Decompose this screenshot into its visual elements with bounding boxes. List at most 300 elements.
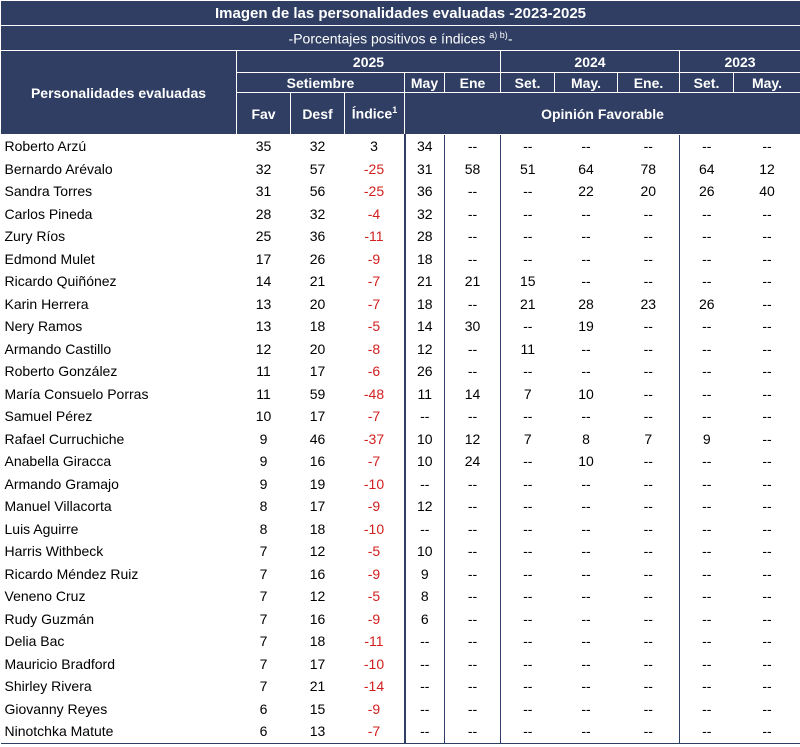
cell-set-2024: -- bbox=[501, 495, 555, 518]
cell-may-2023: -- bbox=[762, 655, 772, 672]
cell-set-2023: -- bbox=[680, 720, 734, 743]
cell-may-2024: 8 bbox=[582, 430, 590, 447]
cell-may-2024: 22 bbox=[578, 183, 594, 200]
cell-desf: 32 bbox=[309, 205, 326, 222]
header-may-2024: May. bbox=[555, 73, 618, 93]
cell-may-2024: 10 bbox=[578, 453, 594, 470]
cell-desf: 12 bbox=[309, 543, 326, 560]
cell-may-2025: 18 bbox=[405, 248, 445, 271]
cell-may-2024: -- bbox=[581, 498, 591, 515]
cell-may-2025: -- bbox=[405, 518, 445, 541]
cell-may-2024: -- bbox=[581, 250, 591, 267]
cell-name: Sandra Torres bbox=[4, 183, 93, 200]
cell-ene-2025: -- bbox=[445, 225, 501, 248]
cell-set-2023: -- bbox=[680, 248, 734, 271]
cell-name: Ninotchka Matute bbox=[1, 720, 237, 743]
cell-ene-2024: 78 bbox=[640, 160, 657, 177]
cell-may-2025: 9 bbox=[405, 563, 445, 586]
cell-name: Roberto González bbox=[4, 363, 118, 380]
cell-name: Anabella Giracca bbox=[4, 453, 112, 470]
cell-set-2024: -- bbox=[501, 540, 555, 563]
cell-fav: 13 bbox=[255, 318, 272, 335]
table-row bbox=[1, 428, 800, 451]
cell-ene-2024: -- bbox=[643, 340, 653, 357]
cell-fav: 32 bbox=[255, 160, 272, 177]
cell-may-2023: -- bbox=[734, 720, 800, 743]
cell-desf: 17 bbox=[309, 498, 326, 515]
cell-fav: 7 bbox=[259, 655, 268, 672]
header-year-2024: 2024 bbox=[501, 51, 680, 73]
cell-may-2025: -- bbox=[405, 698, 445, 721]
cell-may-2023: -- bbox=[762, 430, 772, 447]
header-setiembre: Setiembre bbox=[237, 73, 405, 93]
cell-may-2024: -- bbox=[581, 633, 591, 650]
cell-ene-2024: -- bbox=[643, 588, 653, 605]
cell-set-2023: -- bbox=[680, 630, 734, 653]
cell-set-2023: -- bbox=[680, 540, 734, 563]
cell-name: Carlos Pineda bbox=[4, 205, 93, 222]
cell-desf: 46 bbox=[309, 430, 326, 447]
cell-ene-2024: -- bbox=[643, 228, 653, 245]
cell-may-2024: 19 bbox=[578, 318, 594, 335]
cell-indice: -5 bbox=[367, 588, 381, 605]
cell-indice: -5 bbox=[367, 318, 381, 335]
cell-may-2024: -- bbox=[581, 408, 591, 425]
cell-may-2024: -- bbox=[581, 700, 591, 717]
cell-may-2023: -- bbox=[762, 633, 772, 650]
cell-ene-2025: -- bbox=[445, 518, 501, 541]
cell-may-2025: 12 bbox=[405, 495, 445, 518]
cell-fav: 6 bbox=[237, 720, 291, 743]
cell-may-2025: 10 bbox=[405, 450, 445, 473]
header-set-2024: Set. bbox=[501, 73, 555, 93]
cell-may-2023: -- bbox=[762, 340, 772, 357]
cell-name: Giovanny Reyes bbox=[4, 700, 108, 717]
cell-set-2024: -- bbox=[501, 180, 555, 203]
cell-set-2023: -- bbox=[680, 225, 734, 248]
cell-set-2023: -- bbox=[680, 203, 734, 226]
cell-may-2025: -- bbox=[405, 675, 445, 698]
table-row bbox=[1, 135, 800, 158]
cell-ene-2024: -- bbox=[643, 250, 653, 267]
cell-ene-2025: -- bbox=[445, 698, 501, 721]
cell-indice: 3 bbox=[370, 138, 378, 155]
cell-set-2024: 51 bbox=[501, 158, 555, 181]
cell-desf: 17 bbox=[309, 655, 326, 672]
cell-ene-2024: -- bbox=[643, 205, 653, 222]
cell-set-2023: -- bbox=[680, 383, 734, 406]
cell-may-2023: -- bbox=[762, 295, 772, 312]
cell-may-2024: -- bbox=[581, 655, 591, 672]
cell-ene-2024: -- bbox=[643, 520, 653, 537]
cell-ene-2024: -- bbox=[643, 475, 653, 492]
cell-ene-2025: -- bbox=[445, 405, 501, 428]
cell-set-2024: 21 bbox=[501, 293, 555, 316]
cell-name: Rafael Curruchiche bbox=[4, 430, 125, 447]
cell-set-2024: 7 bbox=[501, 383, 555, 406]
cell-may-2025: -- bbox=[405, 405, 445, 428]
cell-name: Karin Herrera bbox=[4, 295, 89, 312]
cell-indice: -9 bbox=[367, 498, 381, 515]
cell-ene-2025: -- bbox=[445, 720, 501, 743]
cell-ene-2024: -- bbox=[643, 385, 653, 402]
cell-ene-2025: -- bbox=[445, 203, 501, 226]
cell-ene-2024: -- bbox=[643, 363, 653, 380]
cell-name: Armando Gramajo bbox=[4, 475, 119, 492]
cell-set-2023: -- bbox=[680, 135, 734, 158]
cell-desf: 20 bbox=[309, 295, 326, 312]
cell-ene-2025: -- bbox=[445, 495, 501, 518]
cell-may-2024: -- bbox=[581, 543, 591, 560]
cell-may-2023: -- bbox=[762, 385, 772, 402]
cell-name: Roberto Arzú bbox=[4, 138, 87, 155]
cell-fav: 12 bbox=[255, 340, 272, 357]
cell-ene-2025: -- bbox=[445, 180, 501, 203]
cell-set-2023: -- bbox=[680, 405, 734, 428]
cell-ene-2025: -- bbox=[445, 563, 501, 586]
cell-indice: -6 bbox=[367, 363, 381, 380]
table-row bbox=[1, 720, 800, 743]
cell-set-2023: -- bbox=[680, 270, 734, 293]
cell-ene-2025: -- bbox=[445, 675, 501, 698]
cell-name: María Consuelo Porras bbox=[4, 385, 149, 402]
cell-ene-2024: 7 bbox=[644, 430, 653, 447]
cell-name: Ricardo Quiñónez bbox=[4, 273, 117, 290]
cell-desf: 36 bbox=[309, 228, 326, 245]
table-row bbox=[1, 450, 800, 473]
cell-may-2025: 8 bbox=[405, 585, 445, 608]
header-personalidades: Personalidades evaluadas bbox=[1, 51, 237, 135]
cell-fav: 8 bbox=[259, 520, 268, 537]
cell-may-2023: -- bbox=[762, 408, 772, 425]
cell-may-2024: -- bbox=[581, 138, 591, 155]
cell-desf: 16 bbox=[309, 565, 326, 582]
cell-fav: 11 bbox=[256, 363, 271, 380]
cell-ene-2025: -- bbox=[445, 630, 501, 653]
cell-fav: 31 bbox=[255, 183, 272, 200]
header-set-2023: Set. bbox=[680, 73, 734, 93]
cell-desf: 18 bbox=[309, 520, 326, 537]
cell-set-2024: -- bbox=[501, 248, 555, 271]
cell-set-2023: -- bbox=[680, 675, 734, 698]
cell-set-2023: -- bbox=[680, 585, 734, 608]
cell-may-2023: -- bbox=[762, 678, 772, 695]
cell-ene-2024: 23 bbox=[640, 295, 657, 312]
cell-may-2025: 12 bbox=[405, 338, 445, 361]
cell-may-2024: -- bbox=[555, 720, 618, 743]
cell-ene-2025: -- bbox=[445, 585, 501, 608]
table-row bbox=[1, 540, 800, 563]
cell-may-2023: -- bbox=[762, 250, 772, 267]
header-fav: Fav bbox=[237, 93, 291, 135]
cell-indice: -10 bbox=[363, 520, 385, 537]
cell-may-2023: -- bbox=[762, 363, 772, 380]
cell-may-2023: 40 bbox=[759, 183, 775, 200]
cell-may-2023: -- bbox=[762, 475, 772, 492]
cell-desf: 13 bbox=[291, 720, 345, 743]
cell-desf: 56 bbox=[309, 183, 326, 200]
cell-fav: 25 bbox=[255, 228, 272, 245]
cell-ene-2024: 20 bbox=[640, 183, 657, 200]
cell-fav: 17 bbox=[255, 250, 272, 267]
cell-set-2024: -- bbox=[501, 405, 555, 428]
cell-may-2024: -- bbox=[581, 610, 591, 627]
cell-may-2024: -- bbox=[581, 475, 591, 492]
cell-may-2024: -- bbox=[581, 565, 591, 582]
cell-set-2023: -- bbox=[680, 563, 734, 586]
cell-ene-2024: -- bbox=[643, 408, 653, 425]
cell-may-2023: -- bbox=[762, 520, 772, 537]
cell-ene-2024: -- bbox=[643, 700, 653, 717]
cell-fav: 28 bbox=[255, 205, 272, 222]
cell-ene-2025: -- bbox=[445, 360, 501, 383]
cell-set-2024: -- bbox=[501, 563, 555, 586]
header-may-2025: May bbox=[405, 73, 445, 93]
cell-set-2023: -- bbox=[680, 338, 734, 361]
cell-may-2023: -- bbox=[762, 228, 772, 245]
cell-may-2024: -- bbox=[581, 273, 591, 290]
header-indice: Índice$^1$ bbox=[345, 93, 405, 135]
cell-ene-2024: -- bbox=[643, 565, 653, 582]
cell-set-2023: -- bbox=[680, 653, 734, 676]
table-row bbox=[1, 563, 800, 586]
table-row bbox=[1, 473, 800, 496]
cell-may-2023: -- bbox=[762, 610, 772, 627]
cell-set-2024: -- bbox=[501, 720, 555, 743]
table-row bbox=[1, 608, 800, 631]
cell-may-2025: 28 bbox=[405, 225, 445, 248]
cell-name: Luis Aguirre bbox=[4, 520, 79, 537]
cell-ene-2025: -- bbox=[445, 338, 501, 361]
cell-name: Rudy Guzmán bbox=[4, 610, 94, 627]
cell-desf: 17 bbox=[309, 363, 326, 380]
cell-name: Shirley Rivera bbox=[4, 678, 92, 695]
table-row bbox=[1, 518, 800, 541]
cell-set-2024: -- bbox=[501, 225, 555, 248]
cell-ene-2024: -- bbox=[618, 720, 680, 743]
cell-indice: -11 bbox=[364, 633, 384, 650]
cell-may-2024: -- bbox=[581, 340, 591, 357]
header-may-2023: May. bbox=[734, 73, 800, 93]
cell-ene-2024: -- bbox=[643, 138, 653, 155]
header-ene-2025: Ene bbox=[445, 73, 501, 93]
cell-fav: 8 bbox=[259, 498, 268, 515]
cell-fav: 9 bbox=[259, 453, 268, 470]
cell-desf: 17 bbox=[309, 408, 326, 425]
cell-set-2024: -- bbox=[501, 653, 555, 676]
header-year-2025: 2025 bbox=[237, 51, 501, 73]
cell-set-2023: -- bbox=[680, 315, 734, 338]
cell-name: Harris Withbeck bbox=[4, 543, 104, 560]
cell-ene-2024: -- bbox=[643, 498, 653, 515]
table-row bbox=[1, 495, 800, 518]
cell-set-2023: -- bbox=[680, 518, 734, 541]
cell-indice: -7 bbox=[345, 720, 405, 743]
table-row bbox=[1, 630, 800, 653]
cell-may-2024: 10 bbox=[578, 385, 594, 402]
cell-may-2023: -- bbox=[762, 588, 772, 605]
cell-ene-2025: 30 bbox=[445, 315, 501, 338]
cell-desf: 21 bbox=[309, 678, 326, 695]
cell-ene-2025: -- bbox=[445, 135, 501, 158]
cell-desf: 15 bbox=[309, 700, 326, 717]
cell-fav: 13 bbox=[255, 295, 272, 312]
cell-indice: -7 bbox=[367, 295, 381, 312]
cell-may-2025: -- bbox=[405, 630, 445, 653]
table-row bbox=[1, 698, 800, 721]
cell-set-2023: 26 bbox=[680, 180, 734, 203]
cell-ene-2025: 14 bbox=[445, 383, 501, 406]
header-ene-2024: Ene. bbox=[618, 73, 680, 93]
cell-set-2024: 15 bbox=[501, 270, 555, 293]
cell-ene-2024: -- bbox=[643, 453, 653, 470]
cell-ene-2025: -- bbox=[445, 293, 501, 316]
table-row bbox=[1, 315, 800, 338]
cell-may-2023: -- bbox=[762, 498, 772, 515]
cell-indice: -48 bbox=[363, 385, 385, 402]
cell-may-2025: 6 bbox=[405, 608, 445, 631]
cell-ene-2024: -- bbox=[643, 273, 653, 290]
cell-may-2025: 10 bbox=[405, 428, 445, 451]
table-body bbox=[1, 135, 800, 744]
cell-indice: -8 bbox=[367, 340, 381, 357]
cell-desf: 20 bbox=[309, 340, 326, 357]
cell-ene-2025: 24 bbox=[445, 450, 501, 473]
cell-fav: 7 bbox=[259, 678, 268, 695]
table-row bbox=[1, 360, 800, 383]
cell-fav: 10 bbox=[255, 408, 272, 425]
cell-name: Armando Castillo bbox=[4, 340, 112, 357]
cell-set-2024: 7 bbox=[501, 428, 555, 451]
cell-desf: 59 bbox=[309, 385, 326, 402]
cell-indice: -25 bbox=[363, 160, 385, 177]
cell-may-2025: 10 bbox=[405, 540, 445, 563]
cell-name: Bernardo Arévalo bbox=[4, 160, 113, 177]
cell-fav: 7 bbox=[259, 610, 268, 627]
cell-desf: 16 bbox=[309, 610, 326, 627]
cell-may-2023: -- bbox=[762, 453, 772, 470]
cell-may-2025: 14 bbox=[405, 315, 445, 338]
cell-may-2025: 21 bbox=[405, 270, 445, 293]
cell-name: Delia Bac bbox=[4, 633, 65, 650]
header-opinion-favorable: Opinión Favorable bbox=[405, 93, 800, 135]
cell-set-2024: -- bbox=[501, 608, 555, 631]
cell-fav: 11 bbox=[256, 385, 271, 402]
cell-indice: -9 bbox=[367, 250, 381, 267]
cell-may-2025: 31 bbox=[405, 158, 445, 181]
cell-ene-2025: 21 bbox=[445, 270, 501, 293]
table-subtitle: -Porcentajes positivos e índices $^{a) b)}$- bbox=[1, 26, 800, 51]
cell-ene-2024: -- bbox=[643, 318, 653, 335]
cell-ene-2025: 12 bbox=[445, 428, 501, 451]
cell-may-2023: -- bbox=[762, 543, 772, 560]
cell-name: Zury Ríos bbox=[4, 228, 66, 245]
cell-may-2025: 26 bbox=[405, 360, 445, 383]
cell-set-2023: 9 bbox=[680, 428, 734, 451]
cell-fav: 6 bbox=[259, 700, 268, 717]
cell-fav: 7 bbox=[259, 588, 268, 605]
cell-desf: 12 bbox=[309, 588, 326, 605]
cell-fav: 35 bbox=[255, 138, 272, 155]
cell-desf: 18 bbox=[309, 633, 326, 650]
cell-indice: -11 bbox=[364, 228, 384, 245]
cell-set-2023: -- bbox=[680, 473, 734, 496]
cell-indice: -25 bbox=[363, 183, 385, 200]
cell-may-2024: 28 bbox=[578, 295, 594, 312]
cell-name: Veneno Cruz bbox=[4, 588, 86, 605]
table-row bbox=[1, 180, 800, 203]
cell-ene-2025: -- bbox=[445, 608, 501, 631]
cell-ene-2025: -- bbox=[445, 473, 501, 496]
cell-may-2023: -- bbox=[762, 565, 772, 582]
cell-set-2024: -- bbox=[501, 675, 555, 698]
cell-may-2024: -- bbox=[581, 228, 591, 245]
cell-indice: -37 bbox=[363, 430, 385, 447]
cell-may-2025: -- bbox=[405, 473, 445, 496]
cell-may-2025: -- bbox=[405, 653, 445, 676]
table-row bbox=[1, 270, 800, 293]
cell-may-2023: -- bbox=[762, 205, 772, 222]
cell-set-2023: -- bbox=[680, 608, 734, 631]
cell-may-2023: -- bbox=[762, 700, 772, 717]
cell-set-2023: 64 bbox=[680, 158, 734, 181]
cell-indice: -7 bbox=[367, 273, 381, 290]
cell-indice: -9 bbox=[367, 610, 381, 627]
cell-indice: -10 bbox=[363, 475, 385, 492]
cell-indice: -7 bbox=[367, 408, 381, 425]
table-row bbox=[1, 225, 800, 248]
cell-name: Mauricio Bradford bbox=[4, 655, 115, 672]
cell-indice: -10 bbox=[363, 655, 385, 672]
cell-may-2024: -- bbox=[581, 520, 591, 537]
table-row bbox=[1, 248, 800, 271]
cell-set-2024: 11 bbox=[501, 338, 555, 361]
cell-set-2024: -- bbox=[501, 585, 555, 608]
cell-set-2024: -- bbox=[501, 473, 555, 496]
cell-may-2024: -- bbox=[581, 205, 591, 222]
cell-desf: 16 bbox=[309, 453, 326, 470]
cell-indice: -9 bbox=[367, 700, 381, 717]
cell-may-2025: 32 bbox=[405, 203, 445, 226]
cell-name: Manuel Villacorta bbox=[4, 498, 112, 515]
table-row bbox=[1, 158, 800, 181]
cell-fav: 7 bbox=[259, 565, 268, 582]
cell-may-2024: -- bbox=[581, 678, 591, 695]
cell-desf: 18 bbox=[309, 318, 326, 335]
cell-ene-2024: -- bbox=[643, 543, 653, 560]
cell-set-2024: -- bbox=[501, 518, 555, 541]
cell-set-2024: -- bbox=[501, 630, 555, 653]
cell-set-2023: 26 bbox=[680, 293, 734, 316]
cell-set-2023: -- bbox=[680, 495, 734, 518]
cell-may-2024: -- bbox=[581, 588, 591, 605]
cell-ene-2024: -- bbox=[643, 633, 653, 650]
cell-may-2023: -- bbox=[762, 273, 772, 290]
cell-set-2024: -- bbox=[501, 698, 555, 721]
cell-ene-2025: -- bbox=[445, 653, 501, 676]
cell-set-2023: -- bbox=[680, 450, 734, 473]
table-row bbox=[1, 405, 800, 428]
cell-set-2024: -- bbox=[501, 450, 555, 473]
cell-desf: 19 bbox=[309, 475, 326, 492]
cell-may-2023: 12 bbox=[759, 160, 775, 177]
cell-set-2024: -- bbox=[501, 203, 555, 226]
cell-indice: -14 bbox=[363, 678, 385, 695]
cell-may-2025: 18 bbox=[405, 293, 445, 316]
header-desf: Desf bbox=[291, 93, 345, 135]
cell-may-2025: -- bbox=[405, 720, 445, 743]
cell-ene-2024: -- bbox=[643, 655, 653, 672]
